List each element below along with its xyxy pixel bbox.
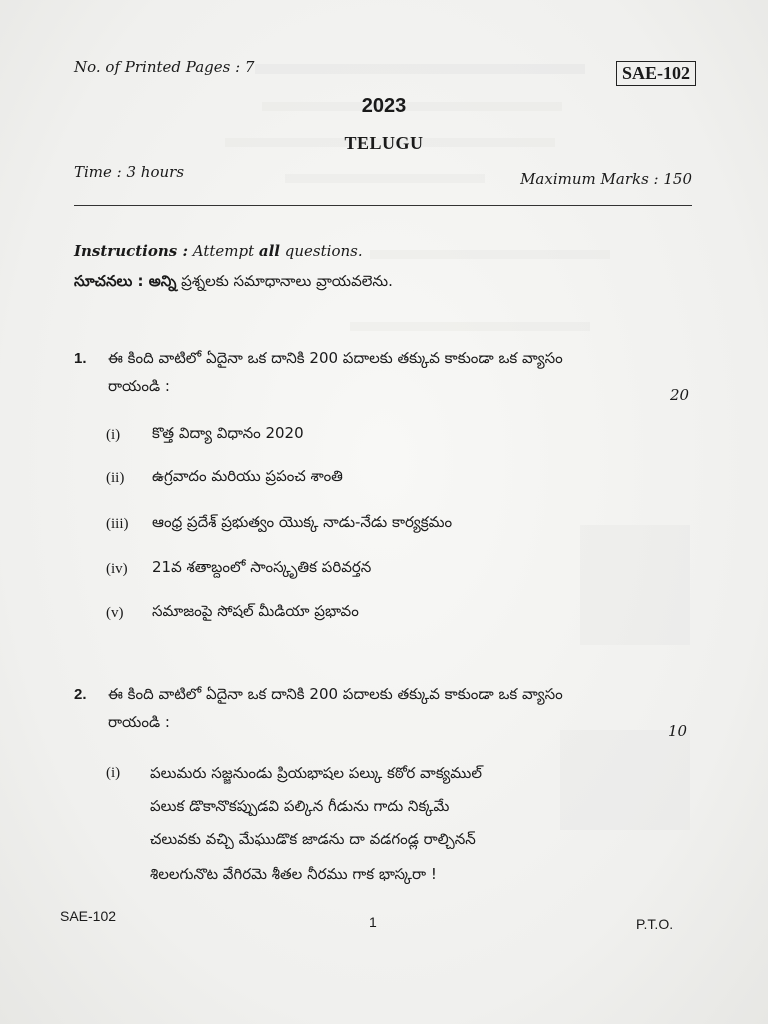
question-1-marks: 20 <box>670 386 690 404</box>
q1-option-iv-label: (iv) <box>106 561 128 577</box>
q1-option-iii-label: (iii) <box>106 516 129 532</box>
question-2-line-2: రాయండి : <box>108 713 170 731</box>
time-allowed: Time : 3 hours <box>74 163 185 181</box>
footer-paper-code: SAE-102 <box>60 908 117 924</box>
subject-title: TELUGU <box>344 133 424 153</box>
question-1-line-1: ఈ కింది వాటిలో ఏదైనా ఒక దానికి 200 పదాలకు తక్కువ కాకుండా ఒక వ్యాసం <box>108 349 563 367</box>
instructions-telugu-text: ప్రశ్నలకు సమాధానాలు వ్రాయవలెను. <box>176 272 393 290</box>
bleed-through-mark <box>580 525 690 645</box>
instructions-suffix: questions. <box>280 242 363 260</box>
bleed-through-mark <box>350 322 590 331</box>
header-divider <box>74 205 692 206</box>
q1-option-v-label: (v) <box>106 605 124 621</box>
printed-pages-count: No. of Printed Pages : 7 <box>74 58 255 76</box>
footer-pto: P.T.O. <box>636 916 674 932</box>
exam-year: 2023 <box>361 95 407 117</box>
q1-option-iii-text: ఆంధ్ర ప్రదేశ్ ప్రభుత్వం యొక్క నాడు-నేడు కార్యక్రమం <box>152 513 453 531</box>
instructions-label: Instructions : <box>74 242 188 260</box>
question-2-number: 2. <box>74 686 87 703</box>
question-2-marks: 10 <box>668 722 688 740</box>
bleed-through-mark <box>255 64 585 74</box>
q1-option-i-text: కొత్త విద్యా విధానం 2020 <box>152 424 304 442</box>
maximum-marks: Maximum Marks : 150 <box>520 170 692 188</box>
q2-poem-line-4: శిలలగునొట వేగిరమె శీతల నీరము గాక భాస్కరా ! <box>150 865 437 883</box>
q1-option-ii-text: ఉగ్రవాదం మరియు ప్రపంచ శాంతి <box>152 467 343 485</box>
q2-poem-line-2: పలుక డొకానొకప్పుడవి పల్కిన గీడును గాదు నిక్కమే <box>150 797 450 815</box>
bleed-through-mark <box>560 730 690 830</box>
question-1-line-2: రాయండి : <box>108 377 170 395</box>
q1-option-i-label: (i) <box>106 427 121 443</box>
question-1-number: 1. <box>74 350 87 367</box>
q2-poem-line-1: పలుమరు సజ్జనుండు ప్రియభాషల పల్కు కఠోర వాక్యముల్ <box>150 764 482 782</box>
q1-option-ii-label: (ii) <box>106 470 125 486</box>
instructions-english <box>74 242 363 260</box>
instructions-telugu <box>74 272 393 294</box>
question-2-line-1: ఈ కింది వాటిలో ఏదైనా ఒక దానికి 200 పదాలకు తక్కువ కాకుండా ఒక వ్యాసం <box>108 685 563 703</box>
footer-page-number: 1 <box>369 914 377 930</box>
question-1-text <box>108 344 688 400</box>
instructions-telugu-label: సూచనలు : అన్ని <box>74 272 177 290</box>
q2-poem-line-3: చలువకు వచ్చి మేఘుడొక జాడను దా వడగండ్ల రాల్చినన్ <box>150 830 476 848</box>
question-2-text <box>108 680 688 736</box>
paper-code-box: SAE-102 <box>616 61 696 86</box>
instructions-prefix: Attempt <box>192 242 259 260</box>
q2-poem-label: (i) <box>106 765 121 781</box>
q1-option-v-text: సమాజంపై సోషల్ మీడియా ప్రభావం <box>152 602 359 620</box>
instructions-bold-word: all <box>258 242 281 260</box>
bleed-through-mark <box>285 174 485 183</box>
q1-option-iv-text: 21వ శతాబ్దంలో సాంస్కృతిక పరివర్తన <box>152 558 372 576</box>
bleed-through-mark <box>370 250 610 259</box>
